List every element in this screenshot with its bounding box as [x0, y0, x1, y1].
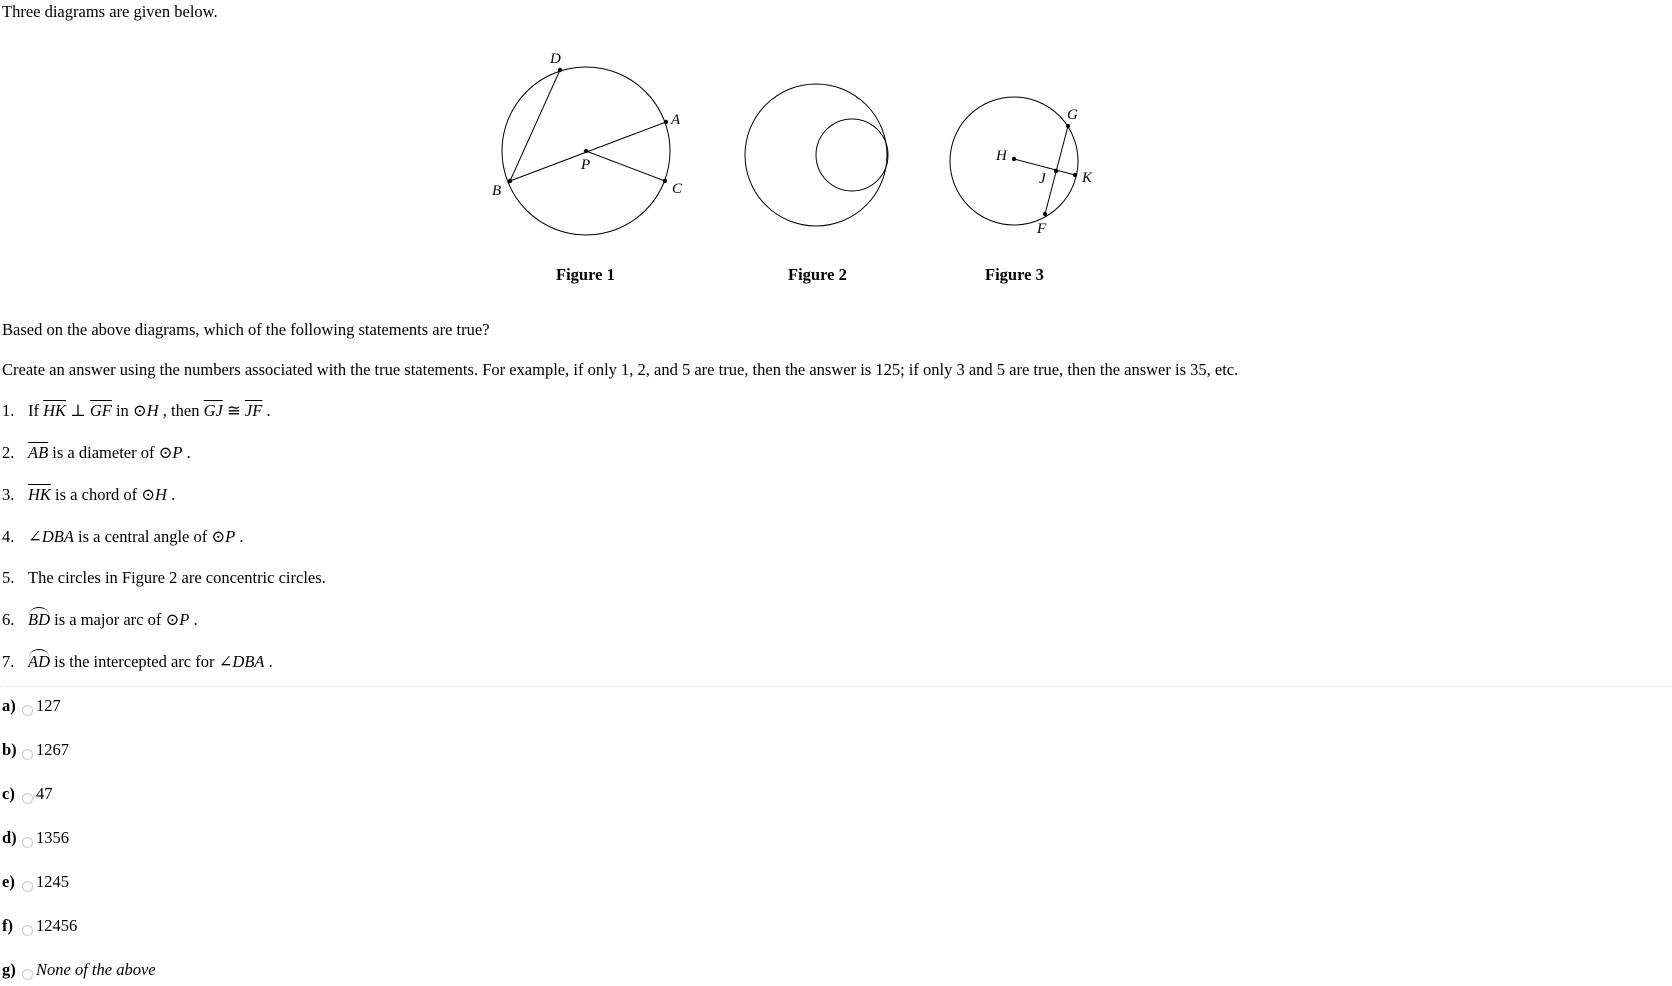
figure-2-caption: Figure 2 [788, 265, 847, 284]
point-d [558, 68, 562, 72]
radio-button[interactable] [22, 925, 33, 936]
statement-text: in ⊙ [111, 401, 147, 420]
statement-5 [2, 568, 326, 588]
circle-name: P [179, 610, 190, 629]
option-f[interactable] [2, 916, 77, 936]
radio-button[interactable] [22, 705, 33, 716]
circle-name: P [172, 443, 183, 462]
point-k [1073, 173, 1077, 177]
option-e[interactable] [2, 872, 69, 892]
option-letter: g) [2, 960, 16, 979]
option-a[interactable] [2, 696, 61, 716]
label-d: D [550, 51, 561, 67]
statement-6 [2, 610, 198, 630]
statement-number: 3. [2, 485, 15, 504]
instructions-text: Create an answer using the numbers associated with the true statements. For example, if only 1, 2, and 5 are true, then the answer is 125; if only 3 and 5 are true, then the answer is 35, etc. [2, 360, 1239, 379]
segment-ab: $\overline{AB}$ [28, 443, 49, 462]
option-letter: a) [2, 696, 16, 715]
point-c [663, 179, 667, 183]
option-b[interactable] [2, 740, 69, 760]
figure-2 [745, 84, 888, 284]
option-value: 12456 [36, 916, 78, 935]
statement-2 [2, 443, 191, 463]
radio-button[interactable] [22, 749, 33, 760]
segment-pc [586, 151, 665, 181]
option-value: 1267 [36, 740, 69, 759]
label-h: H [996, 148, 1007, 164]
segment-jf: $\overline{JF}$ [244, 401, 263, 420]
segment-gf: $\overline{GF}$ [89, 401, 112, 420]
statement-end: . [262, 401, 271, 420]
label-k: K [1082, 170, 1093, 186]
statement-7 [2, 652, 273, 672]
chord-db [510, 70, 560, 181]
statement-4 [2, 527, 244, 547]
label-p: P [581, 157, 591, 173]
point-a [664, 120, 668, 124]
option-letter: e) [2, 872, 15, 891]
statement-end: . [182, 443, 191, 462]
statement-end: . [235, 527, 244, 546]
statement-end: . [264, 652, 273, 671]
label-b: B [492, 183, 502, 199]
statement-1 [2, 401, 271, 421]
option-letter: f) [2, 916, 13, 935]
statement-text: is a chord of ⊙ [50, 485, 156, 504]
option-letter: d) [2, 828, 17, 847]
statement-text: If [28, 401, 44, 420]
statement-text: , then [158, 401, 204, 420]
angle-dba: ∠DBA [28, 527, 74, 546]
point-f [1043, 212, 1047, 216]
statement-number: 7. [2, 652, 15, 671]
statement-3 [2, 485, 175, 505]
radio-button[interactable] [22, 837, 33, 848]
point-g [1066, 124, 1070, 128]
statement-number: 1. [2, 401, 15, 420]
arc-ad: AD [28, 652, 50, 671]
option-d[interactable] [2, 828, 69, 848]
option-value: 127 [36, 696, 61, 715]
statement-end: . [189, 610, 198, 629]
circle-name: H [155, 485, 167, 504]
arc-bd: BD [28, 610, 50, 629]
label-f: F [1037, 221, 1047, 237]
label-g: G [1067, 107, 1078, 123]
statement-number: 5. [2, 568, 15, 587]
figure-1 [492, 51, 683, 284]
statement-end: . [166, 485, 176, 504]
segment-gj: $\overline{GJ}$ [203, 401, 223, 420]
statement-text: is a diameter of ⊙ [48, 443, 173, 462]
option-value: 47 [36, 784, 53, 803]
perp-symbol: ⊥ [66, 401, 90, 420]
question-text: Based on the above diagrams, which of the following statements are true? [2, 320, 490, 339]
radio-button[interactable] [22, 969, 33, 980]
point-j [1054, 169, 1058, 173]
statement-number: 2. [2, 443, 15, 462]
inner-circle [816, 119, 888, 191]
statement-number: 6. [2, 610, 15, 629]
intro-text: Three diagrams are given below. [2, 2, 218, 21]
option-letter: c) [2, 784, 15, 803]
segment-hk: $\overline{HK}$ [28, 485, 51, 504]
figure-1-caption: Figure 1 [556, 265, 615, 284]
option-value: 1245 [36, 872, 69, 891]
figure-3-caption: Figure 3 [985, 265, 1044, 284]
statement-text: is a central angle of ⊙ [73, 527, 226, 546]
statement-text: is the intercepted arc for [50, 652, 219, 671]
congruent-symbol: ≅ [222, 401, 245, 420]
statement-text: The circles in Figure 2 are concentric circles. [28, 568, 326, 587]
circle-name: P [225, 527, 236, 546]
statement-text: is a major arc of ⊙ [50, 610, 180, 629]
segment-hk: $\overline{HK}$ [43, 401, 67, 420]
statement-number: 4. [2, 527, 15, 546]
angle-dba: ∠DBA [218, 652, 265, 671]
figures-diagram [492, 44, 1140, 294]
label-a: A [671, 112, 681, 128]
radio-button[interactable] [22, 793, 33, 804]
option-value: 1356 [36, 828, 69, 847]
figure-3 [950, 97, 1093, 284]
option-c[interactable] [2, 784, 53, 804]
option-value: None of the above [36, 960, 156, 979]
point-h [1012, 157, 1016, 161]
option-letter: b) [2, 740, 17, 759]
label-c: C [672, 181, 683, 197]
circle-name: H [146, 401, 159, 420]
option-g[interactable] [2, 960, 156, 980]
divider [0, 686, 1672, 687]
point-b [508, 179, 512, 183]
point-p [584, 149, 588, 153]
label-j: J [1039, 171, 1046, 187]
radio-button[interactable] [22, 881, 33, 892]
